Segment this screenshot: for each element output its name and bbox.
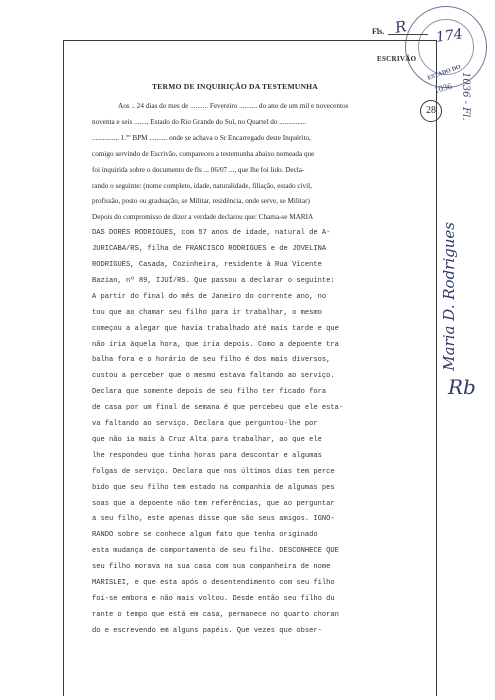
body-line: comigo servindo de Escrivão, compareceu a testemunha abaixo nomeada que [92,149,315,158]
body-line: de casa por um final de semana é que percebeu que ele esta- [92,404,344,413]
body-line: A partir do final do mês de Janeiro do corrente ano, no [92,292,327,301]
body-line: custou a perceber que o mesmo estava faltando ao serviço. [92,372,335,381]
margin-annotation: 1036 - Fl. [460,72,471,121]
body-line: Declara que somente depois de seu filho ter ficado fora [92,388,327,397]
body-line: RODRIGUES, Casada, Cozinheira, residente à Rua Vicente [92,261,322,269]
body-line: folgas de serviço. Declara que nos últimos dias tem perce [92,467,335,476]
body-line: tou que ao chamar seu filho para ir trabalhar, o mesmo [92,308,322,317]
handwritten-initials: Rb [448,375,476,399]
seal-text: ESTADO DO [427,64,462,82]
body-line: que não ia mais à Cruz Alta para trabalhar, ao que ele [92,435,322,444]
fls-label: Fls. [372,27,385,36]
body-line: do e escrevendo em alguns papéis. Que vezes que obser- [92,626,322,635]
body-line: Aos .. 24 dias do mes de .......... Fevereiro .......... do ano de um mil e novecentos [118,102,349,110]
body-line: foi-se embora e não mais voltou. Desde então seu filho du [92,594,335,603]
body-line: DAS DORES RODRIGUES, com 57 anos de idade, natural de A- [92,229,331,238]
body-line: rante o tempo que está em casa, permanece no quarto choran [92,610,339,619]
handwritten-page-number: 174 [435,26,464,46]
body-line: Depois do compromisso de dizer a verdade declarou que: Chama-se MARIA [92,213,314,222]
document-title: TERMO DE INQUIRIÇÃO DA TESTEMUNHA [152,82,318,91]
circled-number: 28 [420,100,442,122]
handwritten-page-mark: R [393,17,408,37]
body-line: va faltando ao serviço. Declara que perguntou-lhe por [92,420,318,428]
body-line: rando o seguinte: (nome completo, idade, naturalidade, filiação, estado civil, [92,181,312,190]
body-line: soas que a depoente não tem referências, que ao perguntar [92,499,335,508]
handwritten-signature: Maria D. Rodrigues [440,222,458,371]
body-line: profissão, posto ou graduação, se Militar, residência, onde serve, se Militar) [92,197,310,206]
body-line: foi inquirida sobre o documento de fls ... 06/07 ..., que lhe foi lido. Decla- [92,165,305,174]
body-line: noventa e seis ......., Estado do Rio Grande do Sul, no Quartel do ............... [92,117,307,126]
body-line: esta mudança de comportamento de seu filho. DESCONHECE QUE [92,547,339,556]
body-line: balha fora e o horário de seu filho é dos mais diversos, [92,356,331,365]
body-line: RANDO sobre se conhece algum fato que tenha originado [92,531,318,540]
body-line: começou a alegar que havia trabalhado até mais tarde e que [92,324,339,333]
escrivao-label: ESCRIVÃO [377,55,417,63]
fls-underline [388,34,428,35]
body-line: não iria àquela hora, que iria depois. Como a depoente tra [92,340,339,349]
body-line: a seu filho, este apenas disse que são seus amigos. IGNO- [92,515,335,524]
seal-number: 1036 [433,80,453,96]
body-line: JURICABA/RS, filha de FRANCISCO RODRIGUES e de JOVELINA [92,245,327,254]
body-line: Bazian, nº 89, IJUÍ/RS. Que passou a declarar o seguinte: [92,276,335,285]
body-line: bido que seu filho tem estado na companhia de algumas pes [92,483,335,492]
body-line: seu filho morava na sua casa com sua companheira de nome [92,563,331,572]
body-line: MARISLEI, e que esta após o desentendimento com seu filho [92,579,335,587]
body-line: ............... 1.ºº BPM .......... onde se achava o Sr Encarregado deste Inquérito, [92,133,311,142]
body-line: lhe respondeu que tinha horas para descontar e algumas [92,451,322,460]
